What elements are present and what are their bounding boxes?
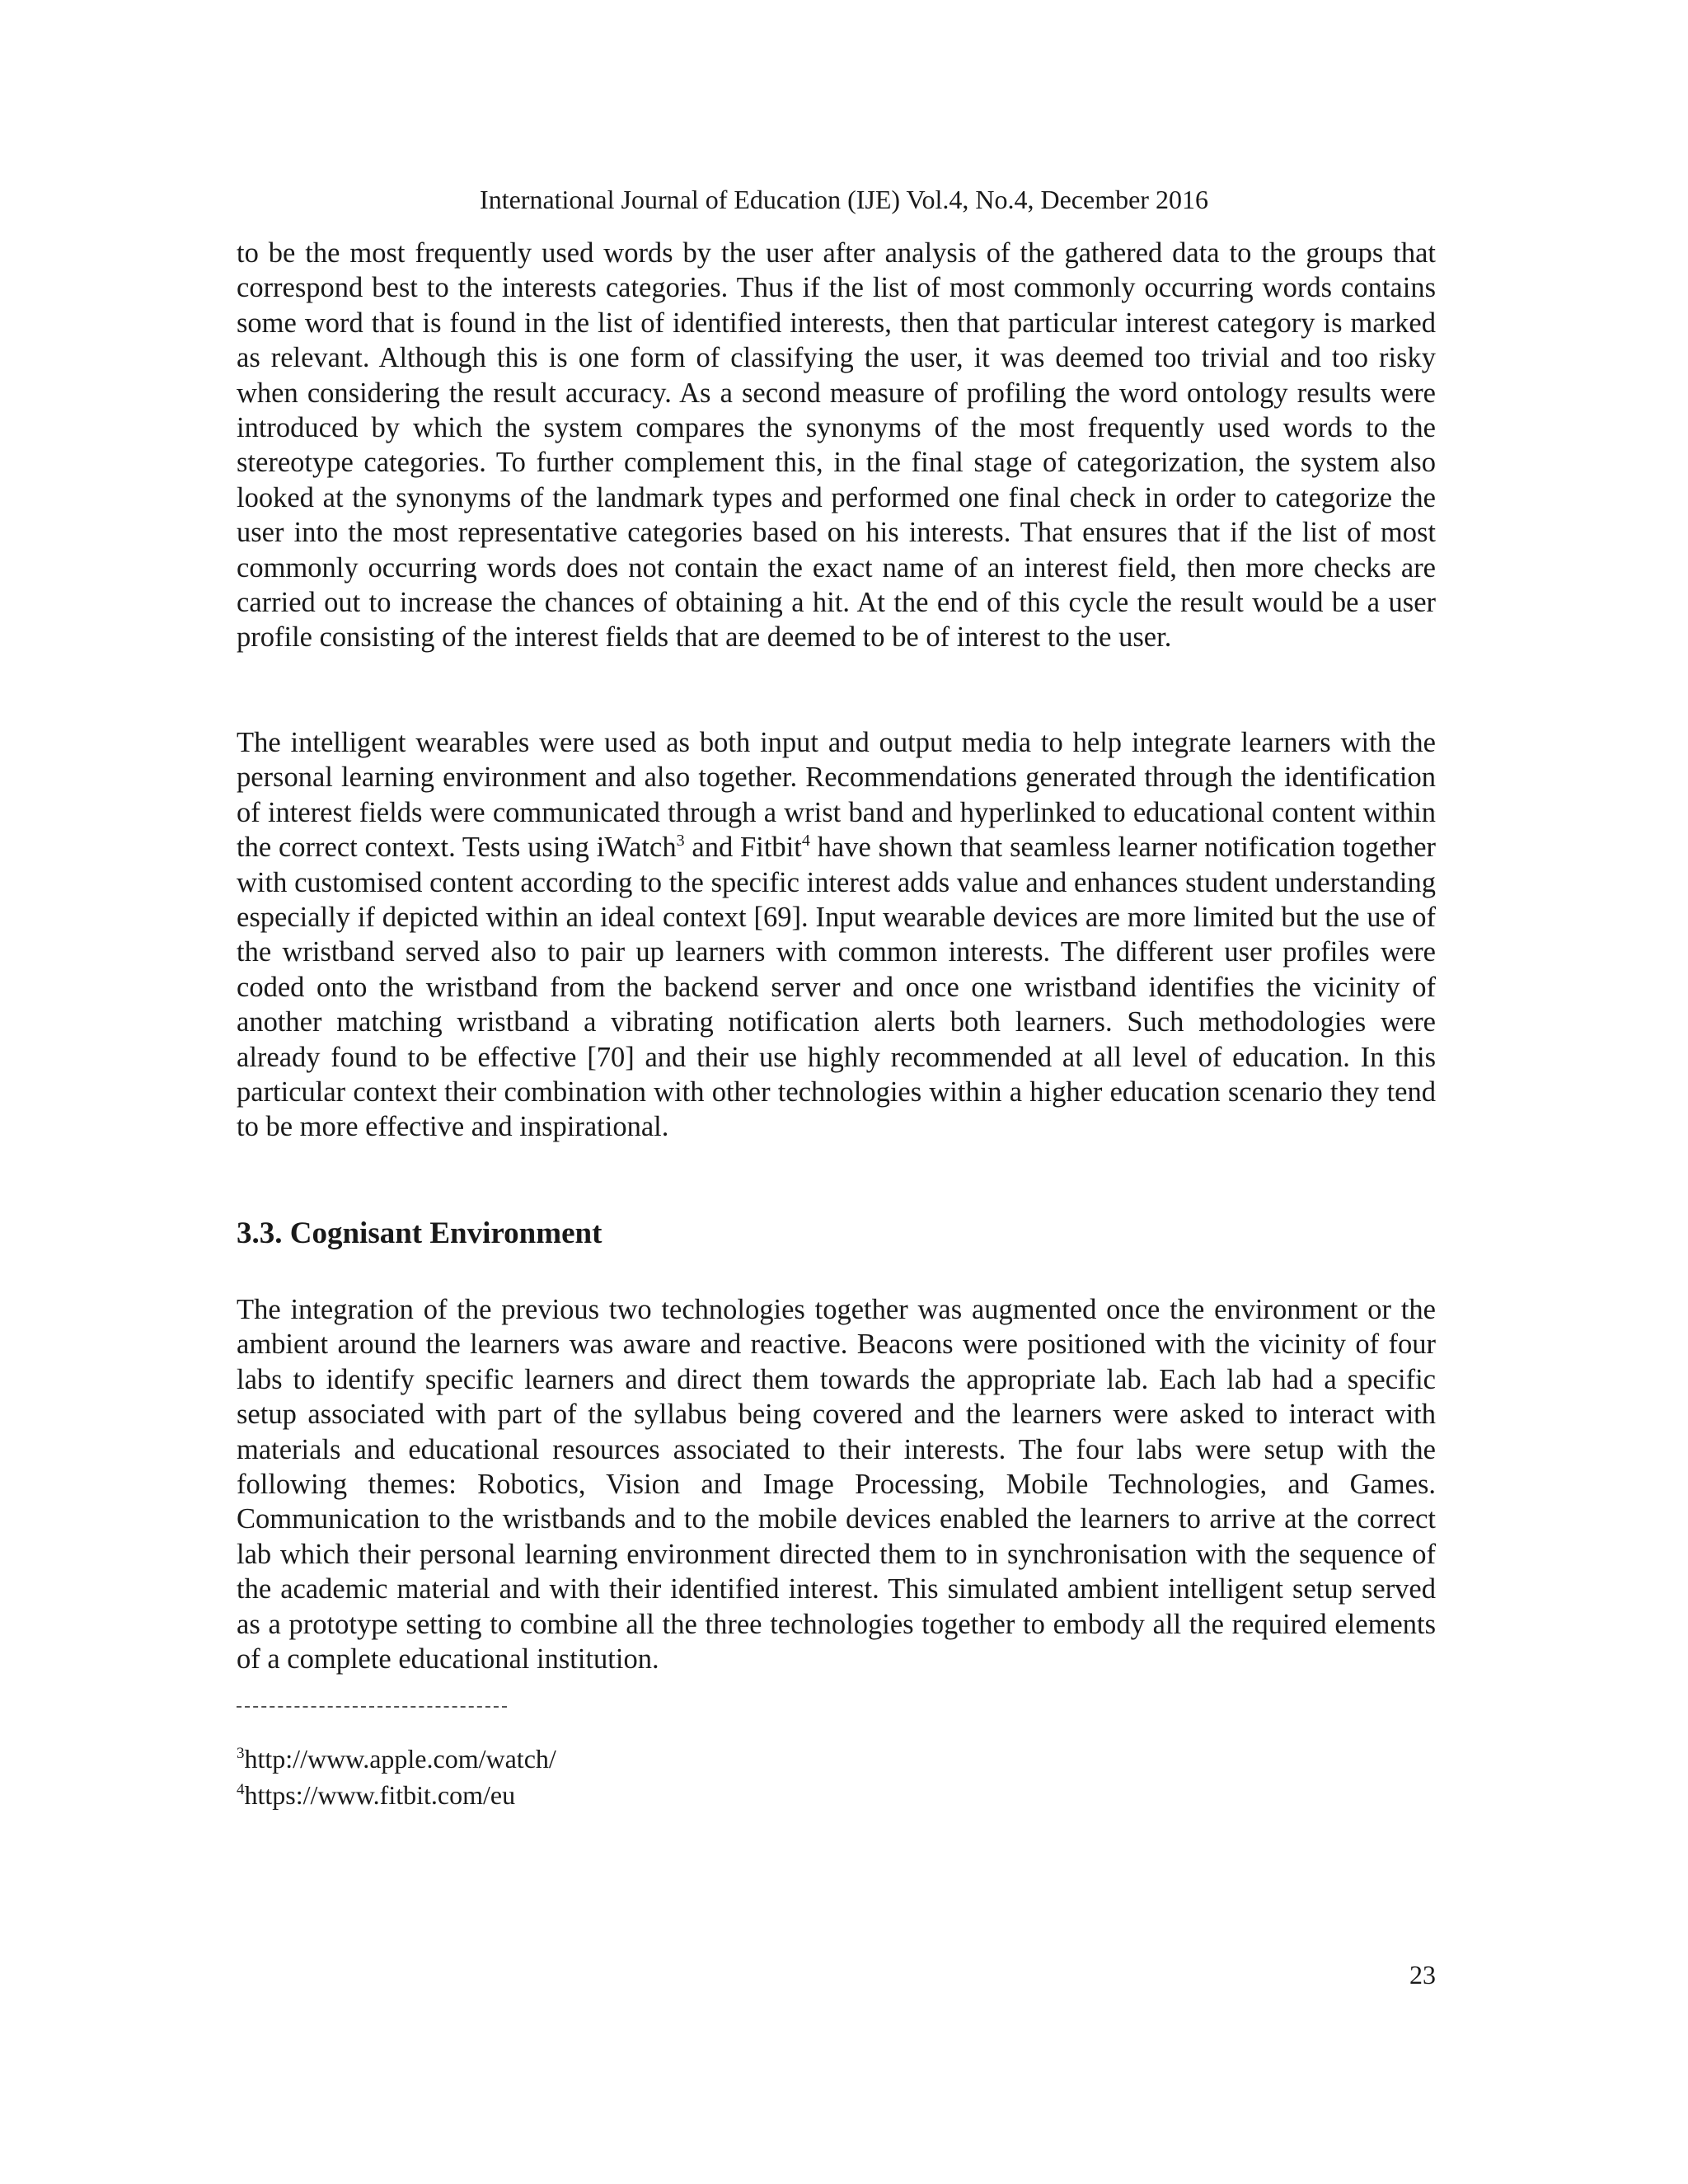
body-paragraph-2 — [237, 725, 1436, 1145]
footnotes — [237, 1741, 556, 1813]
footnote-link[interactable]: https://www.fitbit.com/eu — [244, 1780, 516, 1810]
section-heading: 3.3. Cognisant Environment — [237, 1216, 603, 1250]
paragraph-2-text-c: have shown that seamless learner notification together with customised content according to the specific interest adds value and enhances student understanding especially if depicted within an ideal context [69]. Input wearable devices are more limited but the use of the wristband served also to pair up learners with common interests. The different user profiles were coded onto the wristband from the backend server and once one wristband identifies the vicinity of another matching wristband a vibrating notification alerts both learners. Such methodologies were already found to be effective [70] and their use highly recommended at all level of education. In this particular context their combination with other technologies within a higher education scenario they tend to be more effective and inspirational. — [237, 832, 1437, 1143]
paragraph-2-text-b: and Fitbit — [684, 832, 802, 864]
footnote-ref-4[interactable]: 4 — [801, 832, 810, 851]
footnote-separator — [237, 1706, 507, 1708]
paragraph-2-text-a: The intelligent wearables were used as both input and output media to help integrate learners with the personal learning environment and also together. Recommendations generated through the identification of interest fields were communicated through a wrist band and hyperlinked to educational content within the correct context. Tests using iWatch — [237, 727, 1436, 864]
running-header: International Journal of Education (IJE) Vol.4, No.4, December 2016 — [480, 185, 1208, 214]
body-paragraph-1: to be the most frequently used words by the user after analysis of the gathered data to the groups that correspond best to the interests categories. Thus if the list of most commonly occurring words contains some word that is found in the list of identified interests, then that particular interest category is marked as relevant. Although this is one form of classifying the user, it was deemed too trivial and too risky when considering the result accuracy. As a second measure of profiling the word ontology results were introduced by which the system compares the synonyms of the most frequently used words to the stereotype categories. To further complement this, in the final stage of categorization, the system also looked at the synonyms of the landmark types and performed one final check in order to categorize the user into the most representative categories based on his interests. That ensures that if the list of most commonly occurring words does not contain the exact name of an interest field, then more checks are carried out to increase the chances of obtaining a hit. At the end of this cycle the result would be a user profile consisting of the interest fields that are deemed to be of interest to the user. — [237, 237, 1436, 654]
footnote-ref-3[interactable]: 3 — [676, 832, 685, 851]
footnote-link[interactable]: http://www.apple.com/watch/ — [244, 1744, 556, 1774]
page-number: 23 — [1409, 1960, 1436, 1990]
footnote-3 — [237, 1741, 556, 1777]
body-paragraph-3: The integration of the previous two technologies together was augmented once the environment or the ambient around the learners was aware and reactive. Beacons were positioned with the vicinity of four labs to identify specific learners and direct them towards the appropriate lab. Each lab had a specific setup associated with part of the syllabus being covered and the learners were asked to interact with materials and educational resources associated to their interests. The four labs were setup with the following themes: Robotics, Vision and Image Processing, Mobile Technologies, and Games. Communication to the wristbands and to the mobile devices enabled the learners to arrive at the correct lab which their personal learning environment directed them to in synchronisation with the sequence of the academic material and with their identified interest. This simulated ambient intelligent setup served as a prototype setting to combine all the three technologies together to embody all the required elements of a complete educational institution. — [237, 1294, 1436, 1675]
footnote-number: 4 — [237, 1781, 245, 1798]
footnote-4 — [237, 1777, 556, 1813]
footnote-number: 3 — [237, 1745, 245, 1762]
